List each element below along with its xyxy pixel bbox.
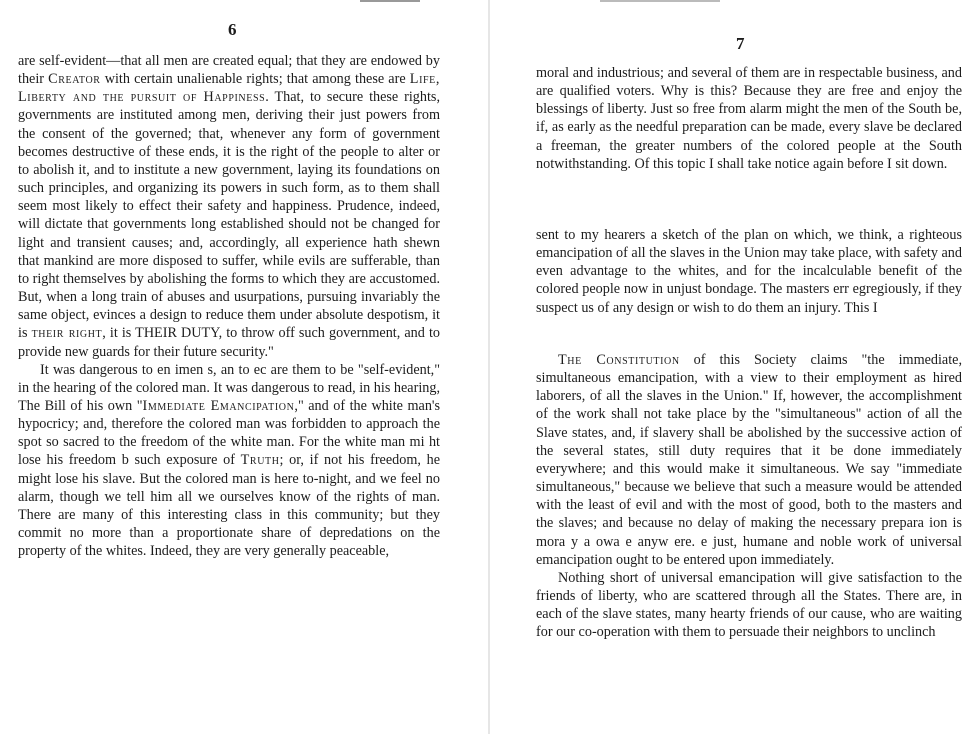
text-run: of this Society claims ": [679, 352, 868, 368]
paragraph: [536, 226, 962, 317]
text-run: slave: [102, 470, 132, 487]
text-run: free: [851, 83, 874, 100]
text-run: immediately everywhere: [536, 442, 962, 477]
text-run: moral and industrious; and several of them are in respectable business, and are qualified voters. Why is this? Because they are: [536, 65, 962, 100]
text-run: man was forbidden to approach the spot so: [18, 416, 440, 451]
text-run: guards for their future security.": [88, 343, 274, 360]
right-page-top-text: [536, 64, 962, 173]
text-run: shall seem most likely to effect their safety and happiness.: [18, 180, 440, 215]
page-edge-mark: [600, 0, 720, 2]
text-run: usurpations: [233, 289, 300, 306]
text-run: sufferable: [351, 252, 408, 269]
text-run: colored: [188, 416, 232, 433]
paragraph: [536, 64, 962, 173]
text-run: man. For the white man mi ht lose his freedom b such exposure of: [18, 434, 440, 469]
text-run: abuses: [167, 289, 206, 306]
text-run: ; and, therefore the: [74, 416, 189, 433]
text-run: sacred: [63, 434, 100, 451]
book-gutter: [488, 0, 490, 734]
text-run: them: [755, 299, 784, 316]
text-run: . But the colored man is here to-night, and we feel no alarm, though we tell him all we ourselves know of the rights of man. There are many of this interesting class in this community; but they commit no more than a proportionate share of depredations on the property of the whites. Indeed, they are very generally peaceable,: [18, 470, 440, 560]
right-page-middle-text: [536, 226, 962, 317]
text-run: of government becomes destructive of these ends, it is the right of: [18, 125, 440, 160]
text-run: It was dangerous to en imen s, an to ec are them to be ": [40, 361, 364, 378]
left-page-text: [18, 52, 440, 560]
text-run: colored: [135, 379, 179, 396]
text-run: Life, Liberty and the pursuit of Happiness: [18, 71, 441, 106]
page-number: 6: [228, 20, 237, 39]
paragraph: [536, 569, 962, 642]
paragraph: [18, 52, 440, 361]
text-run: The Bill of his own: [18, 397, 133, 414]
text-run: to the freedom of the: [99, 434, 231, 451]
text-run: are self-evident—that all men are created equal; that they are endowed by their: [18, 53, 440, 88]
text-run: Truth: [240, 452, 280, 469]
text-run: whenever any form: [230, 125, 347, 142]
text-run: , pursuing invariably the same object, evinces a: [18, 289, 440, 324]
text-run: The Constitution: [558, 352, 680, 368]
text-run: man. It was dangerous to read, in his hearing,: [178, 379, 440, 396]
text-run: to reduce them under: [186, 307, 316, 324]
text-run: upon immediately.: [725, 551, 835, 568]
text-run: . That, to: [265, 89, 327, 106]
text-run: Creator: [48, 71, 101, 88]
text-run: of: [147, 289, 168, 306]
text-run: Nothing short of universal emancipation will give satisfaction to the friends of liberty, who are scattered through all the States. There are, in each of the slave states, many hearty friends of our cause, who are waiting for our co-operation with them to persuade their neighbors to unclinch: [536, 569, 962, 641]
text-run: design: [149, 307, 187, 324]
text-run: ." If, however, the accomplishment of the work shall not take place by the "simultaneous" action of all the Slave states, and, if slavery shall be abolished by the successive action of the several states, still duty requires that it be done: [536, 388, 962, 459]
text-run: the immediate, simultaneous emancipation, with a view to their employment as hired laborers, of all the slaves in the Union: [536, 352, 963, 405]
text-run: ; and this would make it simultaneous. We say "immediate simultaneous," because we believe that such a measure would be attended with the least of evil and with the most of good, both to the masters and the slaves; and because no delay of making the necessary prepara ion is mora y a owa e anyw ere. e just, humane and noble work of universal emancipation ought to be: [536, 460, 962, 568]
text-run: ," in the hearing of the: [18, 361, 440, 396]
text-run: long train: [91, 289, 148, 306]
text-run: and: [205, 289, 234, 306]
text-run: just: [339, 107, 361, 124]
text-run: , it is THEIR DUTY, to throw off such government, and to provide: [18, 325, 440, 360]
paragraph: [536, 351, 962, 569]
text-run: white: [230, 434, 263, 451]
text-run: secure these rights,: [326, 89, 440, 106]
text-run: and enjoy the blessings of liberty. Just so free from alarm might the men of the South be, if, as early as the needful preparation can be made, every slave be declared a freeman, the greater numbers of the colored people at the South notwithstanding. Of this topic I shall take notice again before I sit down.: [536, 83, 962, 172]
paragraph: [18, 361, 440, 561]
text-run: the people: [318, 143, 379, 160]
page-number: 7: [736, 34, 745, 53]
text-run: with certain unalienable rights; that among these are: [100, 71, 410, 88]
text-run: ; that,: [187, 125, 231, 142]
text-run: , than to right themselves by abolishing the forms to which they are accustomed. But, when a: [18, 252, 440, 306]
text-run: new: [64, 343, 89, 360]
page-edge-mark: [360, 0, 420, 2]
text-run: Prudence: [337, 198, 390, 215]
text-run: absolute despotism: [315, 307, 425, 324]
right-page-bottom-text: [536, 351, 962, 642]
text-run: self-evident: [363, 361, 431, 378]
text-run: powers from: [360, 107, 440, 124]
text-run: an injury. This I: [783, 299, 878, 316]
text-run: Immediate Emancipation: [142, 397, 295, 414]
text-run: entered: [683, 551, 726, 568]
text-run: , it is: [18, 307, 440, 342]
text-run: to alter or to abolish it, and to institute a new government, laying its foundations on such principles, and organizing its powers in such form, as to: [18, 143, 440, 197]
text-run: them: [380, 180, 409, 197]
text-run: , indeed, will dictate that governments long established should not be changed for light and transient causes; and, accordingly, all experience hath shewn that mankind are more disposed to suffer, while evils are: [18, 198, 440, 269]
text-run: sent to my hearers a sketch of the plan on which, we think, a righteous emancipation of all the slaves in the Union may take place, with safety and even advantage to the whites, and for the incalculable benefit of the colored people now in unjust bondage. The masters err egregiously, if they suspect us of any design or wish to do: [536, 227, 962, 316]
text-run: ; or, if not his freedom, he might lose his: [18, 452, 440, 487]
text-run: their right: [31, 325, 103, 342]
text-run: the consent of the governed: [18, 125, 188, 142]
text-run: hypocricy: [18, 416, 75, 433]
text-run: ," and of the white man's: [294, 397, 440, 414]
text-run: ": [132, 397, 143, 414]
text-run: governments are instituted among men, deriving their: [18, 107, 340, 124]
